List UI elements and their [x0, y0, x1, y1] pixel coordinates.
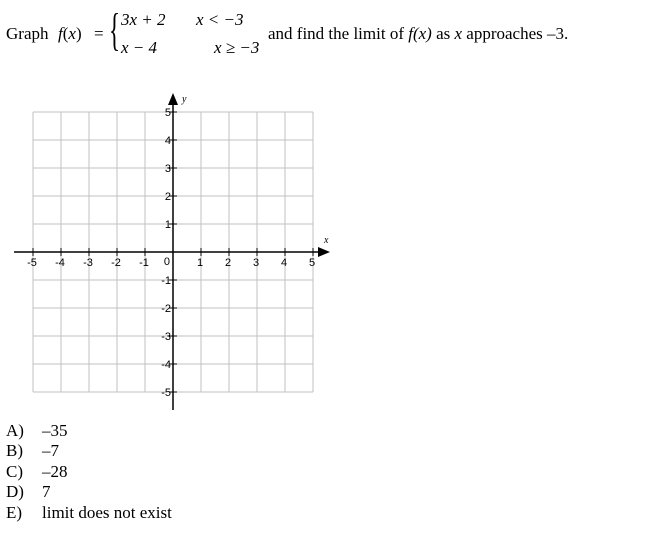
piece-1-condition: x < −3 [196, 10, 244, 29]
y-tick-label: -2 [161, 303, 171, 315]
x-tick-label: -4 [55, 257, 65, 269]
y-tick-label: 2 [164, 191, 171, 203]
question-tail: and find the limit of f(x) as x approaches –3. [268, 24, 569, 43]
piece-2-expression: x − 4 [121, 38, 158, 57]
y-tick-label: 1 [164, 219, 171, 231]
piece-2-condition: x ≥ −3 [214, 38, 260, 57]
choice-a[interactable]: A) –35 [6, 421, 68, 440]
y-tick-label: -3 [161, 331, 171, 343]
x-tick-label: 3 [252, 257, 260, 269]
y-axis-arrow [168, 93, 178, 105]
y-tick-label: 4 [164, 135, 171, 147]
choice-c[interactable]: C) –28 [6, 462, 68, 481]
x-axis-arrow [318, 247, 330, 257]
x-tick-label: 1 [196, 257, 204, 269]
x-tick-label: -2 [111, 257, 121, 269]
x-tick-label: 5 [308, 257, 316, 269]
y-axis-name: y [182, 94, 187, 105]
y-tick-label: 3 [164, 163, 171, 175]
choice-d[interactable]: D) 7 [6, 482, 51, 501]
x-tick-label: 4 [280, 257, 288, 269]
choice-b[interactable]: B) –7 [6, 441, 59, 460]
x-tick-label: 2 [224, 257, 232, 269]
x-tick-label: -5 [27, 257, 37, 269]
question-lead: Graph [6, 24, 49, 43]
piece-1-expression: 3x + 2 [121, 10, 166, 29]
x-tick-label: -3 [83, 257, 93, 269]
x-tick-label: -1 [139, 257, 149, 269]
y-tick-label: 5 [164, 107, 171, 119]
y-tick-label: -1 [161, 275, 171, 287]
piecewise-brace: { [109, 4, 121, 55]
y-tick-label: -5 [161, 387, 171, 399]
x-axis-name: x [324, 235, 329, 246]
choice-e[interactable]: E) limit does not exist [6, 503, 172, 522]
y-tick-label: -4 [161, 359, 171, 371]
equals-sign: = [94, 24, 104, 43]
function-name: f(x) [58, 24, 82, 43]
origin-label: 0 [163, 256, 170, 268]
